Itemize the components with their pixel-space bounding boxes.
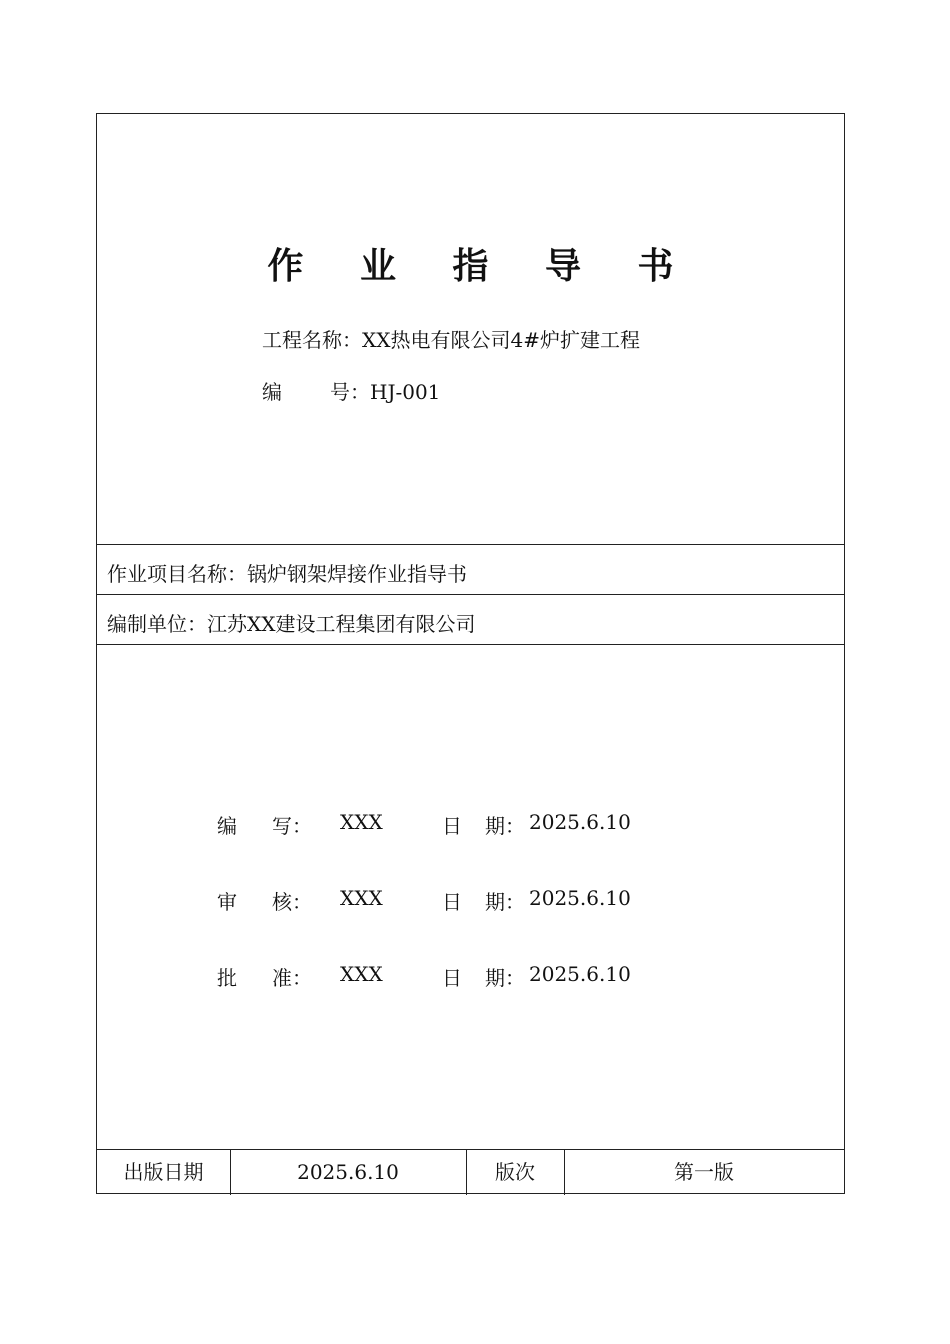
writer-role-1: 编	[217, 814, 237, 838]
approver-role-1: 批	[217, 966, 237, 990]
document-number-label-2: 号：	[330, 380, 370, 404]
approver-date: 2025.6.10	[529, 962, 631, 986]
reviewer-role-2: 核：	[272, 890, 312, 914]
approver-date-label-1: 日	[442, 966, 462, 990]
reviewer-date-label-1: 日	[442, 890, 462, 914]
approver-date-label-2: 期：	[485, 966, 525, 990]
project-name-label: 工程名称：	[262, 328, 362, 352]
document-number-label-1: 编	[262, 380, 282, 404]
reviewer-date: 2025.6.10	[529, 886, 631, 910]
version-label: 版次	[495, 1160, 535, 1184]
document-frame	[96, 113, 845, 1194]
compiling-unit-row	[107, 608, 475, 637]
divider-2	[97, 594, 844, 595]
writer-name: XXX	[340, 810, 383, 834]
compiling-unit-value: 江苏XX建设工程集团有限公司	[207, 612, 476, 636]
version-value: 第一版	[674, 1160, 734, 1184]
writer-role-2: 写：	[272, 814, 312, 838]
writer-date-label-2: 期：	[485, 814, 525, 838]
reviewer-date-label-2: 期：	[485, 890, 525, 914]
project-name-line	[262, 324, 640, 353]
writer-date: 2025.6.10	[529, 810, 631, 834]
approver-role-2: 准：	[272, 966, 312, 990]
work-item-row	[107, 558, 467, 587]
publish-date-value: 2025.6.10	[297, 1160, 399, 1184]
divider-1	[97, 544, 844, 545]
document-title: 作 业 指 导 书	[267, 246, 696, 287]
document-number-line	[262, 376, 440, 405]
work-item-value: 锅炉钢架焊接作业指导书	[247, 562, 467, 586]
reviewer-name: XXX	[340, 886, 383, 910]
publish-date-label: 出版日期	[123, 1160, 204, 1184]
divider-3	[97, 644, 844, 645]
project-name-value: XX热电有限公司4#炉扩建工程	[362, 328, 640, 352]
work-item-label: 作业项目名称：	[107, 562, 247, 586]
document-number-value: HJ-001	[370, 380, 441, 404]
reviewer-role-1: 审	[217, 890, 237, 914]
approver-name: XXX	[340, 962, 383, 986]
compiling-unit-label: 编制单位：	[107, 612, 207, 636]
writer-date-label-1: 日	[442, 814, 462, 838]
